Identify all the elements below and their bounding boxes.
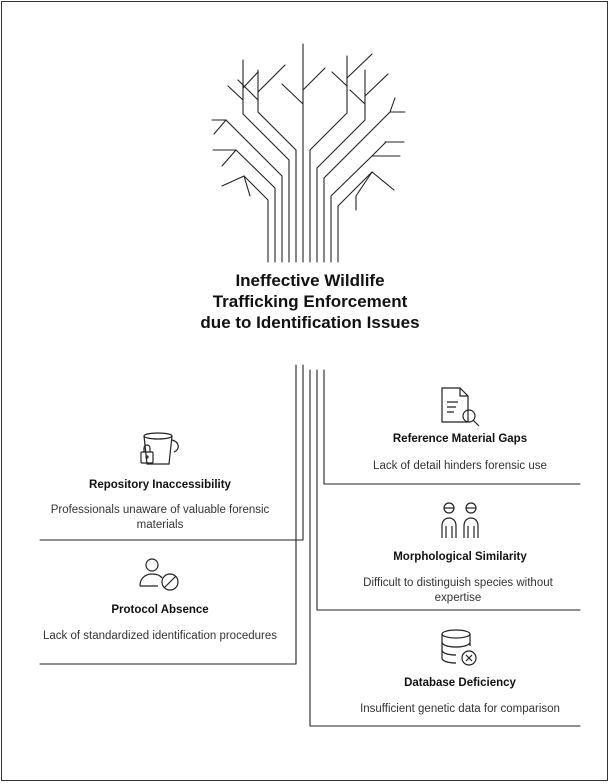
database-description: Insufficient genetic data for comparison <box>360 703 560 715</box>
protocol-description: Lack of standardized identification procedures <box>43 630 277 642</box>
tree-canopy <box>212 44 405 262</box>
twin-people-icon <box>436 502 486 542</box>
diagram-title: Ineffective Wildlife Trafficking Enforcement due to Identification Issues <box>200 271 420 332</box>
reference-description: Lack of detail hinders forensic use <box>373 460 547 472</box>
tree-roots <box>40 365 580 726</box>
user-blocked-icon <box>136 556 184 594</box>
document-search-icon <box>438 386 482 428</box>
morphology-title: Morphological Similarity <box>393 551 527 563</box>
database-title: Database Deficiency <box>404 677 516 689</box>
morphology-description: Difficult to distinguish species without expertise <box>363 577 553 604</box>
database-x-icon <box>438 628 482 670</box>
reference-title: Reference Material Gaps <box>392 433 528 445</box>
protocol-title: Protocol Absence <box>111 604 209 616</box>
repository-title: Repository Inaccessibility <box>89 479 231 491</box>
repository-description: Professionals unaware of valuable forensic materials <box>50 504 270 531</box>
bucket-lock-icon <box>136 430 184 470</box>
